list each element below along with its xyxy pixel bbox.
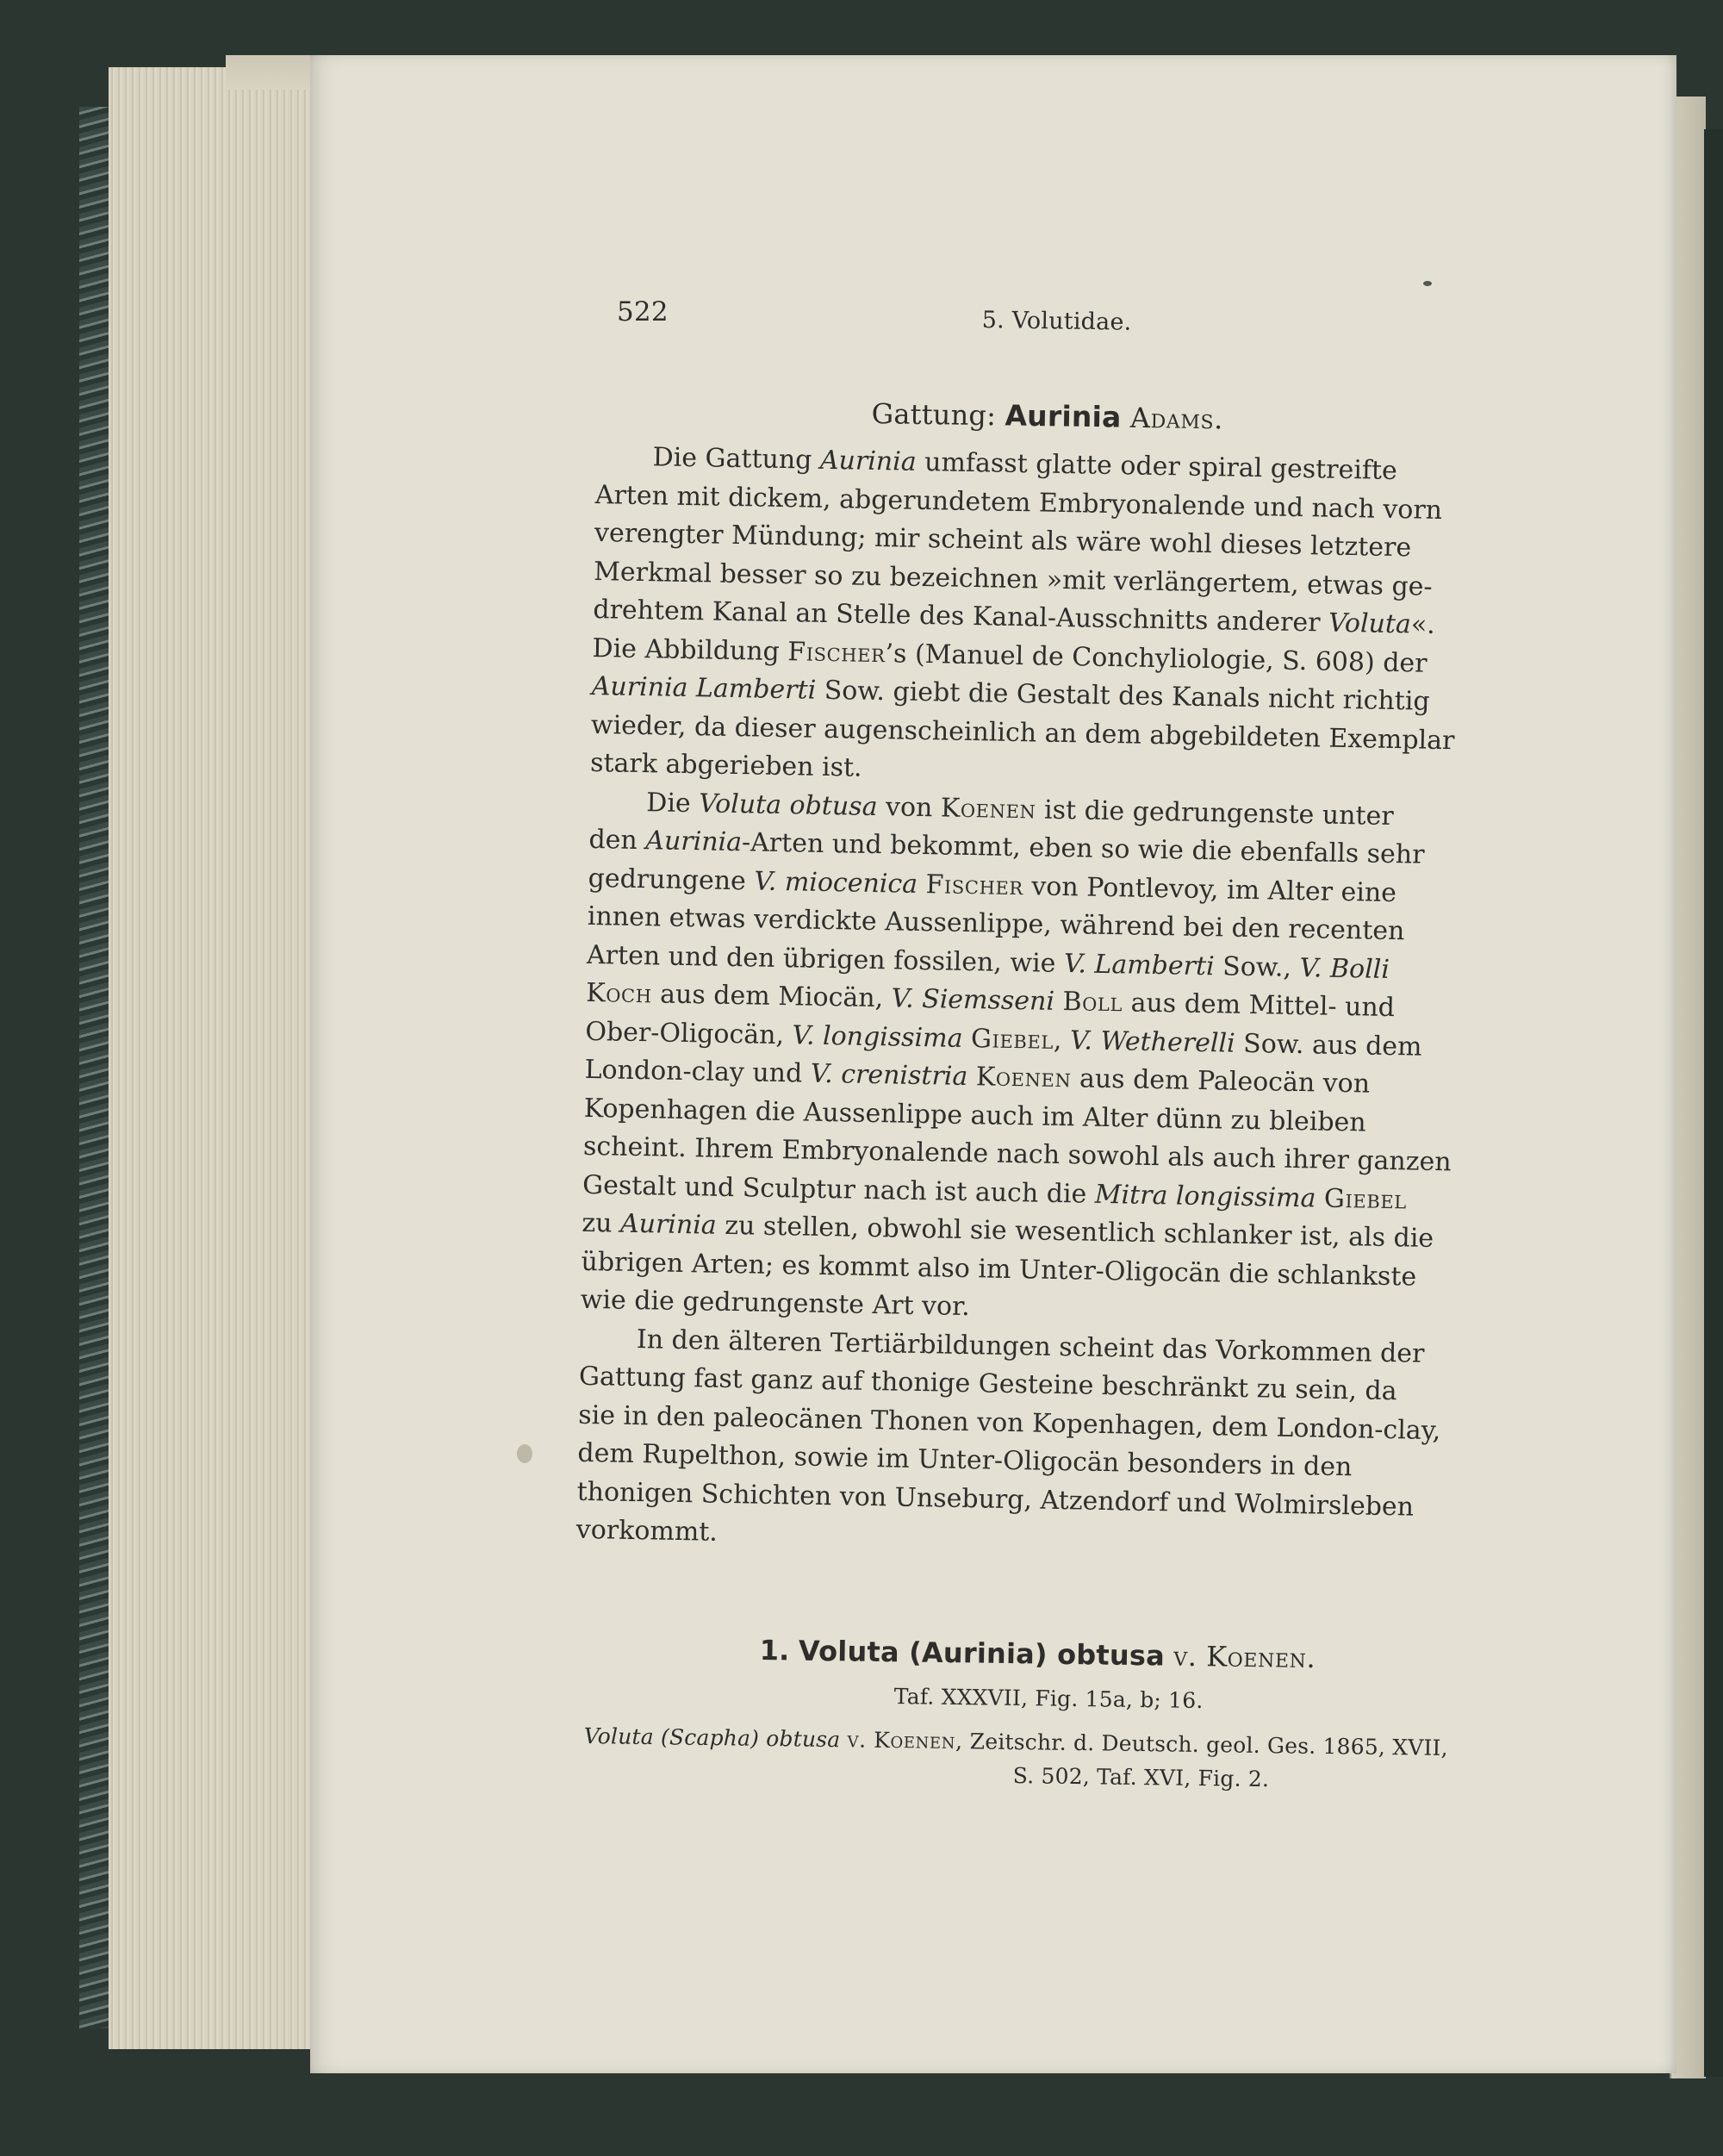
text-run: umfasst glatte oder spiral gestreifte xyxy=(916,446,1398,487)
author-name: Koenen xyxy=(940,792,1036,825)
italic-term: V. crenistria xyxy=(810,1058,968,1093)
text-run: Arten und den übrigen fossilen, wie xyxy=(586,939,1065,979)
text-run: wie die gedrungenste Art vor. xyxy=(580,1284,970,1323)
text-run: aus dem Paleocän von xyxy=(1071,1063,1371,1100)
text-run: Ober-Oligocän, xyxy=(585,1016,793,1050)
paper-speck xyxy=(1423,281,1432,286)
text-run: dem Rupelthon, sowie im Unter-Oligocän besonders in den xyxy=(577,1437,1353,1483)
text-run: Die xyxy=(646,787,700,819)
synonymy-name: Voluta (Scapha) obtusa xyxy=(583,1723,841,1753)
text-run: wieder, da dieser augenscheinlich an dem abgebildeten Exemplar xyxy=(590,709,1455,756)
author-name: Boll xyxy=(1062,987,1123,1019)
synonymy-reference: Zeitschr. d. Deutsch. geol. Ges. 1865, XVII, xyxy=(969,1729,1448,1761)
species-author: v. Koenen. xyxy=(1173,1639,1316,1675)
text-run: vorkommt. xyxy=(575,1514,718,1548)
author-name: Giebel xyxy=(970,1023,1054,1056)
text-run: von xyxy=(877,791,942,823)
text-run: scheint. Ihrem Embryonalende nach sowohl als auch ihrer ganzen xyxy=(582,1131,1452,1178)
text-run: übrigen Arten; es kommt also im Unter-Oligocän die schlankste xyxy=(581,1246,1417,1293)
italic-term: V. Wetherelli xyxy=(1069,1025,1236,1059)
text-run: Gestalt und Sculptur nach ist auch die xyxy=(582,1169,1096,1210)
text-run: zu stellen, obwohl sie wesentlich schlanker ist, als die xyxy=(716,1210,1434,1254)
italic-term: V. Lamberti xyxy=(1063,948,1215,981)
text-run: Sow. aus dem xyxy=(1235,1028,1422,1062)
author-name: Koenen xyxy=(975,1062,1072,1094)
author-name: Koch xyxy=(585,977,652,1010)
text-run: thonigen Schichten von Unseburg, Atzendorf und Wolmirsleben xyxy=(576,1476,1415,1523)
text-run: von Pontlevoy, im Alter eine xyxy=(1023,870,1397,908)
author-name: Fischer xyxy=(925,869,1024,901)
author-name: Giebel xyxy=(1323,1183,1408,1215)
italic-term: Aurinia xyxy=(819,445,917,477)
text-run: ist die gedrungenste unter xyxy=(1036,794,1394,832)
page-block-edges xyxy=(109,67,331,2049)
italic-term: V. Siemsseni xyxy=(891,983,1055,1017)
italic-term: Voluta xyxy=(1328,608,1412,640)
italic-term: Voluta obtusa xyxy=(698,788,878,822)
text-run: den xyxy=(588,824,646,857)
text-run: stark abgerieben ist. xyxy=(589,747,862,783)
text-run: aus dem Mittel- und xyxy=(1122,988,1396,1024)
genus-prefix: Gattung: xyxy=(871,396,1005,433)
synonymy-line-2: S. 502, Taf. XVI, Fig. 2. xyxy=(1012,1763,1270,1792)
text-run: Gattung fast ganz auf thonige Gesteine beschränkt zu sein, da xyxy=(578,1361,1397,1407)
text-run: Kopenhagen die Aussenlippe auch im Alter dünn zu bleiben xyxy=(583,1093,1366,1138)
text-run: Sow., xyxy=(1214,950,1300,983)
text-run: Sow. giebt die Gestalt des Kanals nicht richtig xyxy=(815,675,1430,717)
author-name: Fischer xyxy=(787,636,886,669)
italic-term: V. miocenica xyxy=(754,865,918,900)
text-run: ’s (Manuel de Conchyliologie, S. 608) der xyxy=(885,638,1428,679)
text-run: drehtem Kanal an Stelle des Kanal-Ausschnitts anderer xyxy=(593,594,1329,639)
text-run: «. xyxy=(1410,609,1436,640)
italic-term: Aurinia Lamberti xyxy=(591,670,817,706)
paper-stain xyxy=(517,1444,532,1463)
synonymy-author: v. Koenen, xyxy=(847,1727,963,1754)
text-run: Merkmal besser so zu bezeichnen »mit verlängertem, etwas ge- xyxy=(593,556,1433,602)
genus-author: Adams. xyxy=(1129,401,1224,436)
italic-term: Aurinia xyxy=(619,1208,718,1241)
text-run: Die Gattung xyxy=(652,442,821,476)
text-run: verengter Mündung; mir scheint als wäre wohl dieses letztere xyxy=(594,517,1412,564)
italic-term: V. Bolli xyxy=(1299,952,1390,985)
text-line xyxy=(576,1515,718,1548)
genus-name: Aurinia xyxy=(1005,398,1122,434)
plate-reference: Taf. XXXVII, Fig. 15a, b; 16. xyxy=(893,1684,1204,1714)
text-run: Arten mit dickem, abgerundetem Embryonalende und nach vorn xyxy=(594,479,1443,526)
text-run: Die Abbildung xyxy=(592,632,788,667)
genus-heading xyxy=(871,396,1223,435)
text-run: sie in den paleocänen Thonen von Kopenhagen, dem London-clay, xyxy=(577,1399,1441,1446)
text-run: -Arten und bekommt, eben so wie die ebenfalls sehr xyxy=(741,827,1425,870)
italic-term: Aurinia xyxy=(645,826,743,858)
text-run: , xyxy=(1053,1025,1071,1056)
italic-term: V. longissima xyxy=(792,1019,963,1054)
species-name: Voluta (Aurinia) obtusa xyxy=(798,1634,1166,1673)
page-number: 522 xyxy=(617,296,669,327)
text-run: zu xyxy=(582,1207,621,1239)
running-head: 5. Volutidae. xyxy=(981,307,1132,336)
species-number: 1. xyxy=(759,1634,790,1667)
text-run: In den älteren Tertiärbildungen scheint das Vorkommen der xyxy=(636,1324,1425,1369)
text-run: gedrungene xyxy=(588,863,755,896)
text-run: London-clay und xyxy=(584,1054,812,1089)
book-cover-right xyxy=(1704,129,1723,2077)
text-line xyxy=(590,748,862,784)
italic-term: Mitra longissima xyxy=(1094,1179,1316,1213)
text-run: innen etwas verdickte Aussenlippe, während bei den recenten xyxy=(587,900,1405,947)
text-run: aus dem Miocän, xyxy=(651,979,893,1014)
